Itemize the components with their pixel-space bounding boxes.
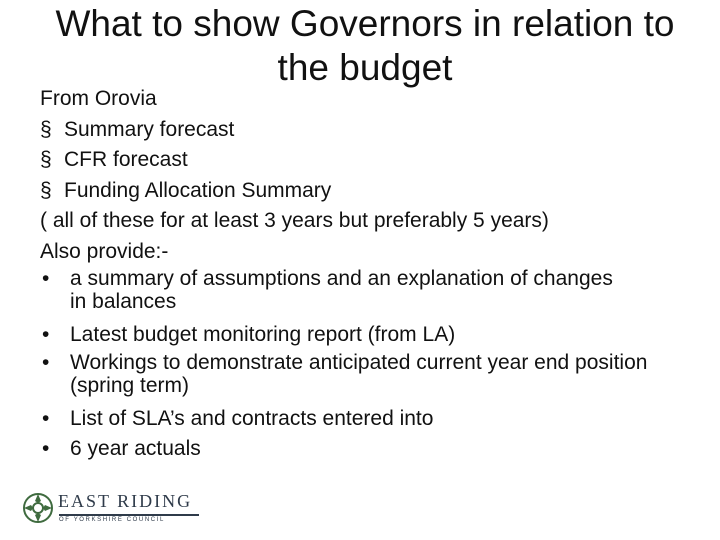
list-item-text: Funding Allocation Summary	[64, 178, 332, 202]
list-item-text: List of SLA’s and contracts entered into	[70, 406, 434, 430]
list-item-text: 6 year actuals	[70, 437, 201, 460]
list-item-text: Summary forecast	[64, 117, 235, 141]
list-item	[40, 351, 700, 404]
slide-title: What to show Governors in relation to the budget	[55, 3, 675, 88]
also-provide-text: Also provide:-	[40, 239, 169, 263]
council-logo	[22, 488, 202, 532]
list-item-text: a summary of assumptions and an explanation of changes in balances	[70, 267, 613, 313]
list-item-text: CFR forecast	[64, 148, 188, 171]
rose-emblem-icon	[22, 488, 54, 528]
bullet-icon: •	[42, 267, 50, 290]
square-bullet-icon: §	[40, 178, 52, 202]
intro-text: From Orovia	[40, 87, 157, 110]
square-bullet-icon: §	[40, 148, 52, 171]
bullet-icon: •	[42, 406, 50, 430]
logo-name: EAST RIDING	[58, 491, 193, 511]
list-item	[40, 115, 700, 146]
bullet-icon: •	[42, 350, 50, 374]
logo-subtitle: OF YORKSHIRE COUNCIL	[59, 517, 165, 523]
list-item-text: Workings to demonstrate anticipated current year end position (spring term)	[70, 350, 648, 397]
list-item	[40, 267, 700, 320]
list-item	[40, 404, 700, 435]
square-bullet-icon: §	[40, 117, 52, 141]
logo-divider	[59, 514, 199, 516]
slide-body	[40, 84, 700, 465]
list-item	[40, 145, 700, 176]
list-item-text: Latest budget monitoring report (from LA)	[70, 323, 456, 346]
bullet-icon: •	[42, 437, 50, 460]
note-text: ( all of these for at least 3 years but preferably 5 years)	[40, 209, 549, 232]
list-item	[40, 176, 700, 207]
list-item	[40, 434, 700, 465]
list-item	[40, 320, 700, 351]
bullet-icon: •	[42, 323, 50, 346]
